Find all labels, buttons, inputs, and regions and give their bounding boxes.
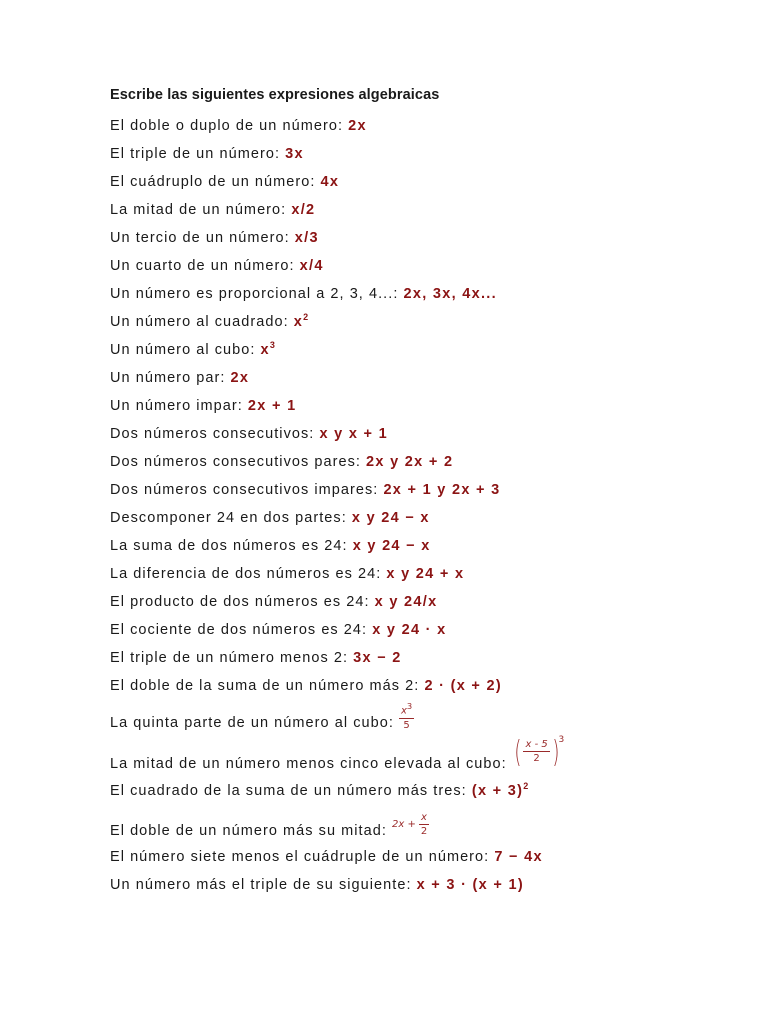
- answer-text: x/2: [291, 202, 316, 218]
- list-item: [110, 140, 730, 168]
- prompt-text: Un número al cuadrado:: [110, 314, 294, 330]
- prompt-text: Descomponer 24 en dos partes:: [110, 510, 352, 526]
- prompt-text: El doble de un número más su mitad:: [110, 823, 393, 839]
- document-page: [110, 84, 730, 902]
- answer-text: x + 3 · (x + 1): [416, 877, 524, 893]
- answer-text: x y 24/x: [374, 594, 438, 610]
- list-item: [110, 846, 730, 874]
- prompt-text: El cociente de dos números es 24:: [110, 622, 373, 638]
- prompt-text: Un número al cubo:: [110, 342, 261, 358]
- fraction-bar: [419, 824, 429, 825]
- fraction-bar: [399, 718, 414, 719]
- list-item: [110, 364, 730, 392]
- answer-text: $x^2$: [293, 312, 310, 330]
- list-item: [110, 448, 730, 476]
- answer-text: 4x: [320, 174, 340, 190]
- prompt-text: La diferencia de dos números es 24:: [110, 566, 387, 582]
- list-item: [110, 808, 730, 846]
- list-item: [110, 780, 730, 808]
- answer-text: 2x y 2x + 2: [366, 454, 454, 470]
- list-item: [110, 874, 730, 902]
- answer-text: 2x: [348, 118, 367, 134]
- prompt-text: Dos números consecutivos:: [110, 426, 320, 442]
- prompt-text: El doble o duplo de un número:: [110, 118, 349, 134]
- list-item: [110, 224, 730, 252]
- answer-text: $x^3$: [260, 340, 277, 358]
- list-item: [110, 560, 730, 588]
- list-item: [110, 308, 730, 336]
- prompt-text: El cuadrado de la suma de un número más tres:: [110, 783, 472, 799]
- answer-text: x/4: [299, 258, 324, 274]
- answer-text: x/3: [294, 230, 319, 246]
- right-paren: ): [552, 735, 560, 770]
- answer-text: x y 24 − x: [352, 538, 431, 554]
- answer-text: 2x + 1 y 2x + 3: [383, 482, 501, 498]
- prompt-text: Un cuarto de un número:: [110, 258, 300, 274]
- list-item: [110, 112, 730, 140]
- answer-text: x y x + 1: [319, 426, 388, 442]
- prompt-text: Dos números consecutivos pares:: [110, 454, 367, 470]
- list-item: [110, 735, 730, 780]
- answer-text: $(x + 3)^2$: [471, 781, 530, 799]
- fraction-formula: $\frac{x^3}{5}$: [401, 701, 413, 731]
- answer-text: 2x + 1: [247, 398, 297, 414]
- answer-text: 3x − 2: [353, 650, 402, 666]
- prompt-text: Un número es proporcional a 2, 3, 4...:: [110, 286, 404, 302]
- list-item: [110, 392, 730, 420]
- document-title: Escribe las siguientes expresiones algebraicas: [110, 87, 440, 103]
- list-item: [110, 280, 730, 308]
- fraction-formula: ( $\frac{x - 5}{2}$ )3: [512, 739, 564, 792]
- list-item: [110, 672, 730, 700]
- list-item: [110, 336, 730, 364]
- prompt-text: Un número par:: [110, 370, 231, 386]
- answer-text: 7 − 4x: [494, 849, 543, 865]
- prompt-text: El triple de un número:: [110, 146, 286, 162]
- left-paren: (: [514, 735, 522, 770]
- answer-text: x y 24 − x: [351, 510, 430, 526]
- answer-text: x y 24 · x: [372, 622, 447, 638]
- prompt-text: La mitad de un número:: [110, 202, 292, 218]
- prompt-text: La mitad de un número menos cinco elevada al cubo:: [110, 756, 512, 772]
- prompt-text: Un número impar:: [110, 398, 248, 414]
- prompt-text: Un tercio de un número:: [110, 230, 295, 246]
- list-item: [110, 420, 730, 448]
- list-item: [110, 168, 730, 196]
- answer-text: 2x, 3x, 4x...: [403, 286, 497, 302]
- prompt-text: El producto de dos números es 24:: [110, 594, 375, 610]
- prompt-text: Dos números consecutivos impares:: [110, 482, 384, 498]
- answer-text: 2x: [230, 370, 250, 386]
- list-item: [110, 644, 730, 672]
- fraction-bar: [523, 751, 549, 752]
- list-item: [110, 196, 730, 224]
- list-item: [110, 504, 730, 532]
- answer-text: x y 24 + x: [386, 566, 465, 582]
- answer-text: 3x: [285, 146, 304, 162]
- prompt-text: El triple de un número menos 2:: [110, 650, 354, 666]
- list-item: [110, 616, 730, 644]
- prompt-text: La suma de dos números es 24:: [110, 538, 353, 554]
- list-item: [110, 700, 730, 738]
- prompt-text: El número siete menos el cuádruple de un número:: [110, 849, 495, 865]
- list-item: [110, 252, 730, 280]
- list-item: [110, 532, 730, 560]
- answer-text: 2 · (x + 2): [424, 678, 502, 694]
- prompt-text: La quinta parte de un número al cubo:: [110, 715, 399, 731]
- prompt-text: Un número más el triple de su siguiente:: [110, 877, 417, 893]
- fraction-formula: 2x + $\frac{x}{2}$: [392, 811, 428, 837]
- list-item: [110, 588, 730, 616]
- prompt-text: El doble de la suma de un número más 2:: [110, 678, 425, 694]
- prompt-text: El cuádruplo de un número:: [110, 174, 321, 190]
- list-item: [110, 476, 730, 504]
